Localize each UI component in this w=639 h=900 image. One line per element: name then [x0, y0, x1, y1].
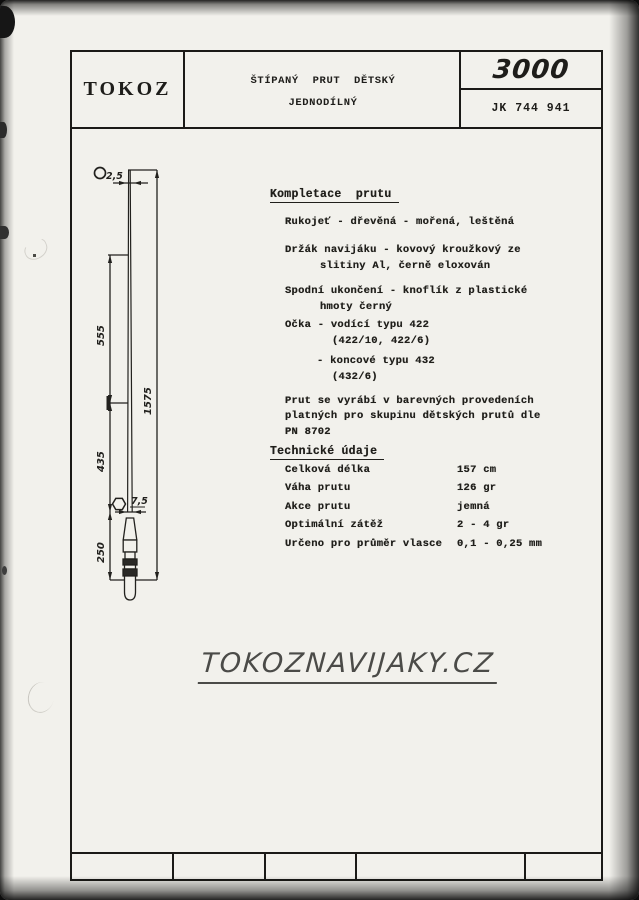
- footer-divider: [264, 854, 266, 879]
- brand-name: TOKOZ: [83, 78, 172, 100]
- kompletace-line: - koncové typu 432: [317, 355, 435, 367]
- tech-label: Váha prutu: [285, 482, 351, 494]
- tech-label: Optimální zátěž: [285, 519, 384, 531]
- scan-edge-mark: [0, 6, 15, 38]
- scan-speck: [33, 254, 36, 257]
- kompletace-line: Očka - vodící typu 422: [285, 319, 430, 331]
- kompletace-line: (432/6): [332, 371, 378, 383]
- scan-shadow-top: [0, 0, 639, 16]
- catalog-code-cell: [461, 90, 601, 127]
- scan-edge-mark: [2, 566, 7, 575]
- footer-divider: [355, 854, 357, 879]
- model-cell: [459, 52, 601, 127]
- document-border: [70, 50, 603, 881]
- model-number: 3000: [491, 55, 571, 85]
- tech-value: 126 gr: [457, 482, 497, 494]
- dim-handle-length: 250: [96, 542, 107, 563]
- footer-table: [72, 852, 601, 879]
- scan-shadow-right: [609, 0, 639, 900]
- kompletace-line: slitiny Al, černě eloxován: [320, 260, 491, 272]
- kompletace-line: platných pro skupinu dětských prutů dle: [285, 410, 541, 422]
- title-block: [72, 52, 601, 129]
- section-heading-kompletace: Kompletace prutu: [270, 188, 399, 203]
- rod-handle: [123, 518, 137, 600]
- footer-divider: [524, 854, 526, 879]
- tech-value: 0,1 - 0,25 mm: [457, 538, 543, 550]
- tech-label: Celková délka: [285, 464, 371, 476]
- dim-tip-ring: 2,5: [106, 171, 123, 182]
- title-cell: [185, 52, 461, 127]
- kompletace-line: Spodní ukončení - knoflík z plastické: [285, 285, 528, 297]
- scan-edge-mark: [0, 226, 9, 239]
- model-number-cell: [461, 52, 601, 90]
- rod-technical-drawing: [80, 160, 180, 610]
- footer-divider: [172, 854, 174, 879]
- scan-edge-mark: [0, 122, 7, 138]
- tech-value: 157 cm: [457, 464, 497, 476]
- dim-butt-ring: 7,5: [131, 496, 148, 507]
- tech-value: 2 - 4 gr: [457, 519, 510, 531]
- kompletace-line: Prut se vyrábí v barevných provedeních: [285, 395, 534, 407]
- section-heading-tech: Technické údaje: [270, 445, 384, 460]
- kompletace-line: Držák navijáku - kovový kroužkový ze: [285, 244, 521, 256]
- tech-label: Akce prutu: [285, 501, 351, 513]
- kompletace-line: Rukojeť - dřevěná - mořená, leštěná: [285, 216, 515, 228]
- tech-label: Určeno pro průměr vlasce: [285, 538, 443, 550]
- product-title-line2: JEDNODÍLNÝ: [288, 97, 358, 109]
- brand-cell: [72, 52, 185, 127]
- product-title-line1: ŠTÍPANÝ PRUT DĚTSKÝ: [250, 75, 396, 87]
- dim-upper-section: 555: [96, 325, 107, 346]
- kompletace-line: hmoty černý: [320, 301, 393, 313]
- butt-guide-symbol: [113, 498, 126, 509]
- dim-total-length: 1575: [143, 387, 154, 415]
- scan-smudge: [25, 679, 58, 715]
- tip-ring-symbol: [95, 168, 106, 179]
- watermark-text: TOKOZNAVIJAKY.CZ: [198, 648, 500, 684]
- kompletace-line: PN 8702: [285, 426, 331, 438]
- dim-lower-section: 435: [96, 451, 107, 472]
- kompletace-line: (422/10, 422/6): [332, 335, 431, 347]
- tech-value: jemná: [457, 501, 490, 513]
- catalog-code: JK 744 941: [491, 102, 571, 115]
- rod-blank: [128, 170, 133, 512]
- scan-smudge: [21, 236, 51, 263]
